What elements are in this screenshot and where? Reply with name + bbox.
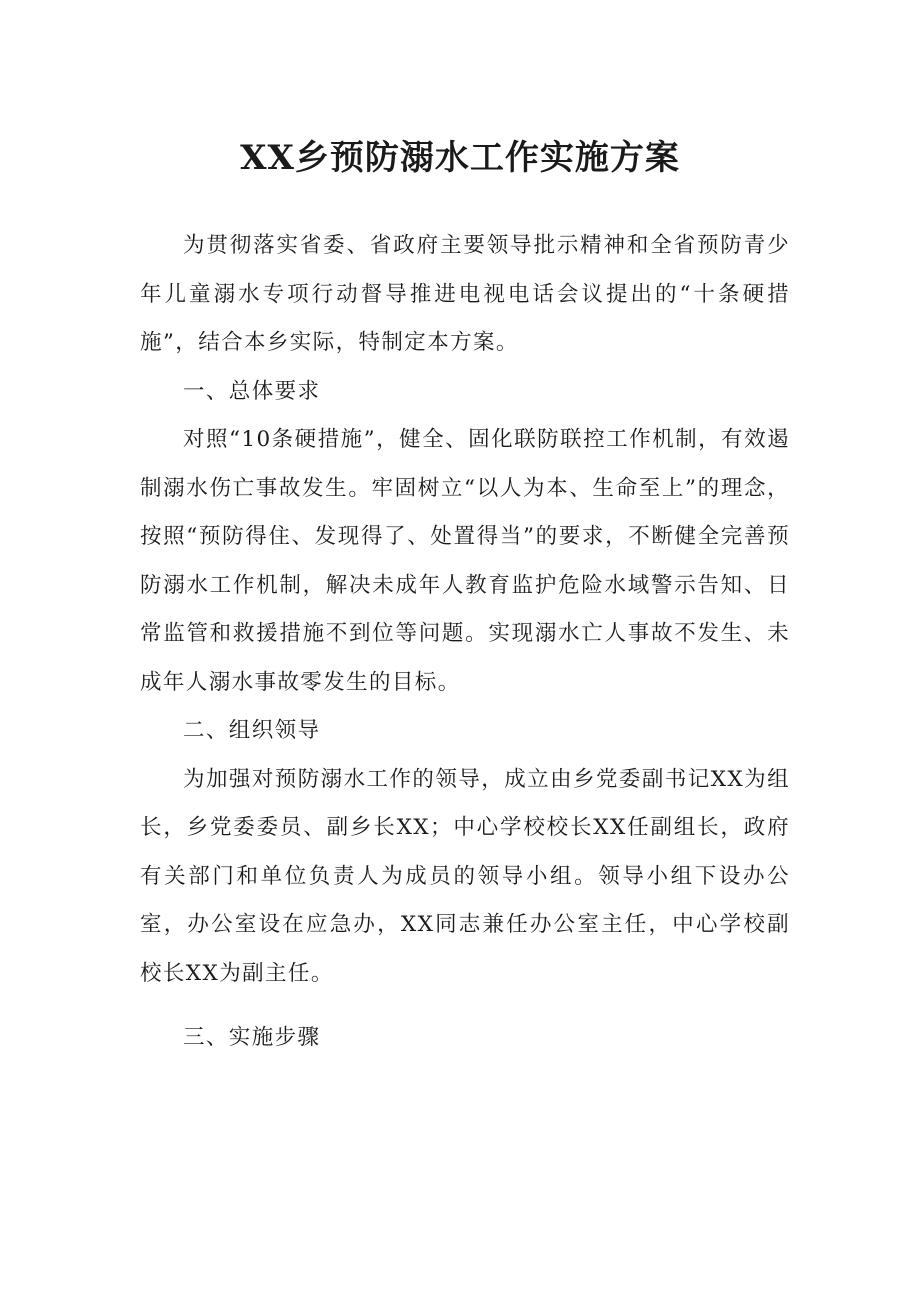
document-title: XX乡预防溺水工作实施方案 xyxy=(240,138,680,178)
general-requirements-paragraph: 对照“10条硬措施”，健全、固化联防联控工作机制，有效遏制溺水伤亡事故发生。牢固树立“以人为本、生命至上”的理念，按照“预防得住、发现得了、处置得当”的要求，不断健全完善预防溺水工作机制，解决未成年人教育监护危险水域警示告知、日常监管和救援措施不到位等问题。实现溺水亡人事故不发生、未成年人溺水事故零发生的目标。 xyxy=(140,427,790,695)
document-body xyxy=(140,222,790,1063)
intro-paragraph: 为贯彻落实省委、省政府主要领导批示精神和全省预防青少年儿童溺水专项行动督导推进电视电话会议提出的“十条硬措施”，结合本乡实际，特制定本方案。 xyxy=(140,233,790,355)
organization-leadership-paragraph: 为加强对预防溺水工作的领导，成立由乡党委副书记XX为组长，乡党委委员、副乡长XX；中心学校校长XX任副组长，政府有关部门和单位负责人为成员的领导小组。领导小组下设办公室，办公室设在应急办，XX同志兼任办公室主任，中心学校副校长XX为副主任。 xyxy=(140,766,790,986)
section-heading-implementation-steps: 三、实施步骤 xyxy=(183,1025,321,1050)
section-heading-organization-leadership: 二、组织领导 xyxy=(183,718,321,743)
section-heading-general-requirements: 一、总体要求 xyxy=(183,378,321,404)
